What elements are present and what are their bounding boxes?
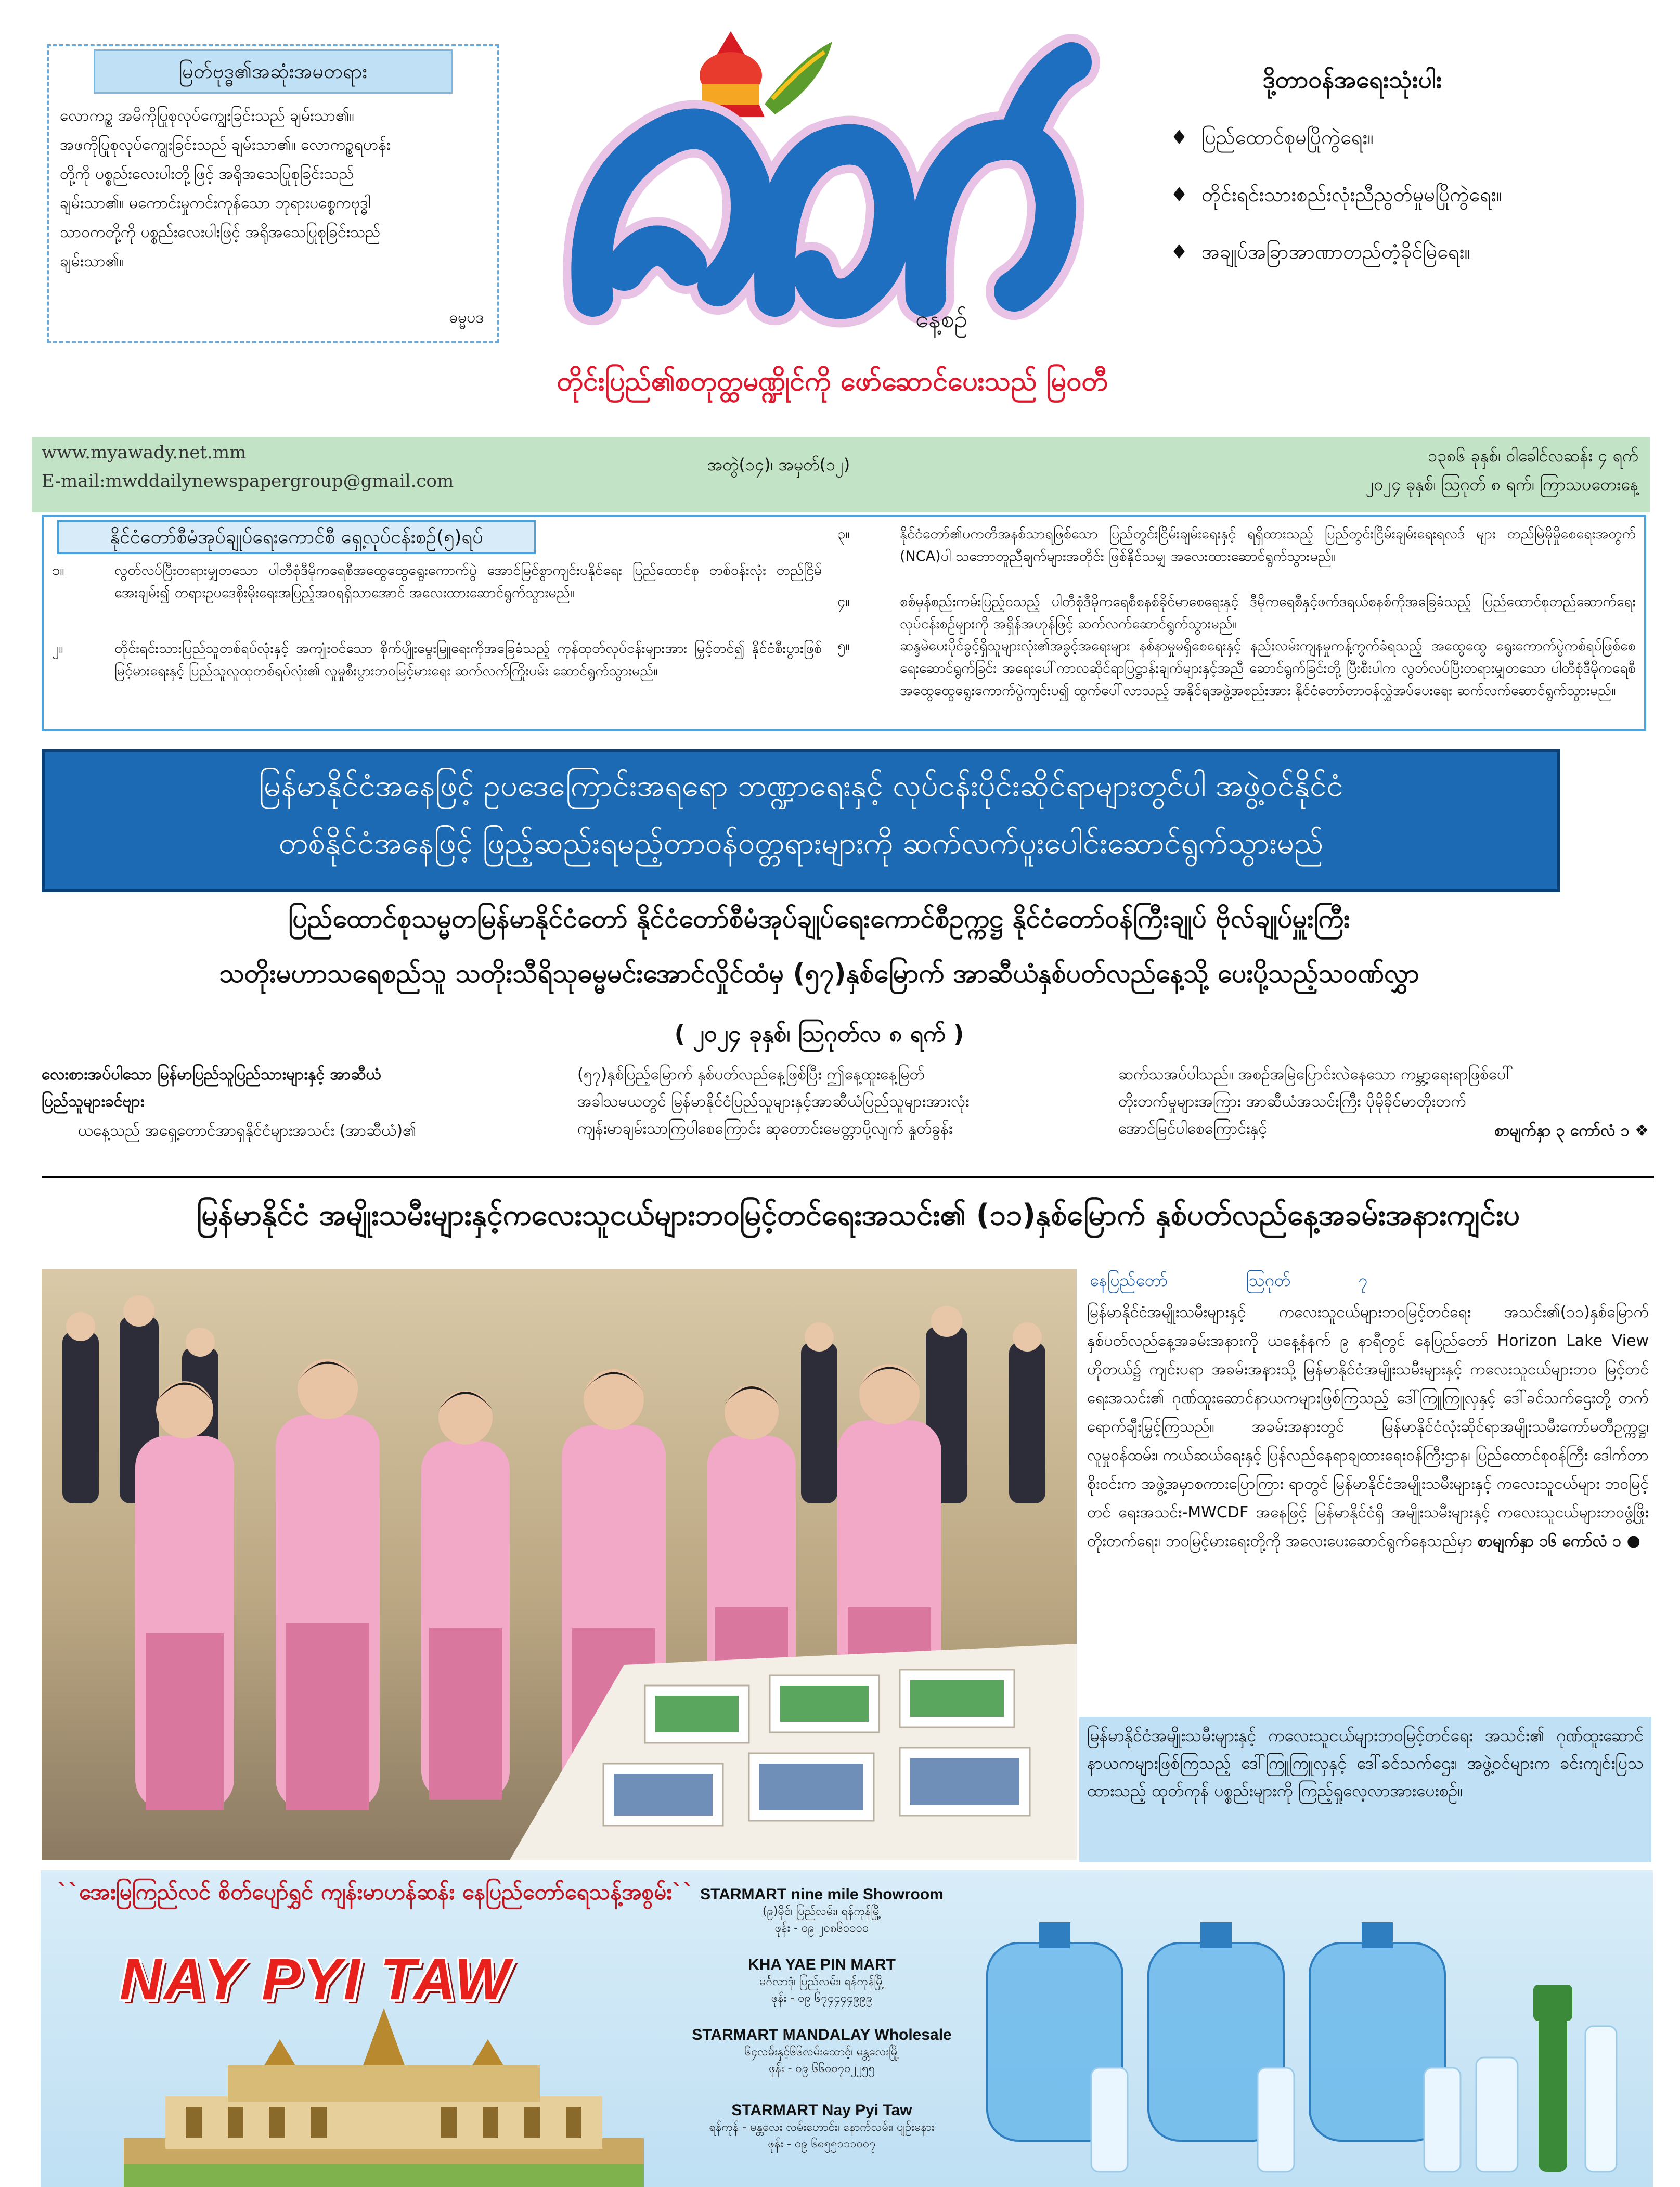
lead-subheadline-line2: သတိုးမဟာသရေစည်သူ သတိုးသီရိသုဓမ္မမင်းအောင်လှိုင်ထံမှ (၅၇)နှစ်မြောက် အာဆီယံနှစ်ပတ်လည်နေ့သို့ ပေးပို့သည့်သဝဏ်လွှာ	[219, 958, 1419, 988]
quote-line: ချမ်းသာ၏။ မကောင်းမှုကင်းကုန်သော ဘုရားပစ္စေကဗုဒ္ဓါ	[60, 194, 371, 212]
story-headline[interactable]: မြန်မာနိုင်ငံ အမျိုးသမီးများနှင့်ကလေးသူငယ်များဘဝမြင့်တင်ရေးအသင်း၏ (၁၁)နှစ်မြောက် နှစ်ပတ်လည်နေ့အခမ်းအနားကျင်းပ	[196, 1198, 1520, 1232]
lead-headline-line2[interactable]: တစ်နိုင်ငံအနေဖြင့် ဖြည့်ဆည်းရမည့်တာဝန်ဝတ္တရားများကို ဆက်လက်ပူးပေါင်းဆောင်ရွက်သွားမည်	[278, 825, 1324, 860]
photo-caption: မြန်မာနိုင်ငံအမျိုးသမီးများနှင့် ကလေးသူငယ်များဘဝမြင့်တင်ရေး အသင်း၏ ဂုဏ်ထူးဆောင်နာယကများဖြစ်ကြသည့် ဒေါ်ကြူကြူလှနှင့် ဒေါ်ခင်သက်ဌေး၊ အဖွဲ့ဝင်များက ခင်းကျင်းပြသထားသည့် ထုတ်ကုန် ပစ္စည်းများကို ကြည့်ရှုလေ့လာအားပေးစဉ်။	[1087, 1726, 1644, 1800]
website-link[interactable]: www.myawady.net.mm	[42, 442, 247, 463]
quote-line: လောကဥ္စ အမိကိုပြုစုလုပ်ကျွေးခြင်းသည် ချမ်းသာ၏။	[60, 107, 354, 125]
duty-item: ♦ တိုင်းရင်းသားစည်းလုံးညီညွတ်မှုမပြိုကွဲရေး။	[1170, 183, 1503, 206]
objective-item: ၅။ ဆန္ဒမဲပေးပိုင်ခွင့်ရှိသူများလုံး၏အခွင့်အရေးများ နစ်နာမှုမရှိစေရေးနှင့် နည်းလမ်းကျနမှုကန့်ကွက်ခံရသည့် အထွေထွေ ရွေးကောက်ပွဲကစ်ရပ်ဖြစ်စေရေးဆောင်ရွက်ခြင်း အရေးပေါ်ကာလဆိုင်ရာပြဋ္ဌာန်းချက်များနှင့်အညီ ဆောင်ရွက်ခြင်းတို့ ပြီးစီးပါက လွတ်လပ်ပြီးတရားမျှတသော ပါတီစုံဒီမိုကရေစီအထွေထွေရွေးကောက်ပွဲကျင်းပ၍ ထွက်ပေါ်လာသည့် အနိုင်ရအဖွဲ့အစည်းအား နိုင်ငံတော်တာဝန်လွှဲအပ်ပေးရေး ဆက်လက်ဆောင်ရွက်သွားမည်။	[837, 638, 1636, 699]
store-listing: STARMART nine mile Showroom (၉)မိုင်၊ ပြည်လမ်း၊ ရန်ကုန်မြို့ ဖုန်း - ၀၉ ၂၀၈၆၀၁၀၀	[700, 1886, 944, 1935]
lead-col2-text: (၅၇)နှစ်ပြည့်မြောက် နှစ်ပတ်လည်နေ့ဖြစ်ပြီး ဤနေ့ထူးနေ့မြတ် အခါသမယတွင် မြန်မာနိုင်ငံပြည်သူများနှင့်အာဆီယံပြည်သူများအားလုံး ကျန်းမာချမ်းသာကြပါစေကြောင်း ဆုတောင်းမေတ္တာပို့လျက် နှုတ်ခွန်း	[577, 1065, 970, 1138]
email-link[interactable]: E-mail:mwddailynewspapergroup@gmail.com	[42, 471, 454, 492]
quote-source: ဓမ္မပဒ	[449, 308, 484, 327]
store-listing: STARMART Nay Pyi Taw ရန်ကုန် - မန္တလေး လမ်းဟောင်း၊ နောက်လမ်း၊ ပျဉ်းမနား ဖုန်း - ၀၉ ၆၈၅၅၁၁၁၀၀၇	[709, 2102, 935, 2151]
quote-line: အဖကိုပြုစုလုပ်ကျွေးခြင်းသည် ချမ်းသာ၏။ လောကဥ္စရဟန်း	[60, 136, 391, 154]
water-bottles-icon	[977, 1901, 1653, 2187]
story-dateline: နေပြည်တော် ဩဂုတ် ၇	[1090, 1270, 1368, 1290]
parliament-building-icon	[124, 2008, 644, 2187]
objective-item: ၄။ စစ်မှန်စည်းကမ်းပြည့်ဝသည့် ပါတီစုံဒီမိုကရေစီစနစ်ခိုင်မာစေရေးနှင့် ဒီမိုကရေစီနှင့်ဖက်ဒရယ်စနစ်ကိုအခြေခံသည့် ပြည်ထောင်စုတည်ဆောက်ရေးလုပ်ငန်းစဉ်များကို အရှိန်အဟုန်ဖြင့် ဆက်လက်ဆောင်ရွက်သွားမည်။	[837, 594, 1636, 632]
objective-item: ၂။ တိုင်းရင်းသားပြည်သူတစ်ရပ်လုံးနှင့် အကျုံးဝင်သော စိုက်ပျိုးမွေးမြူရေးကိုအခြေခံသည့် ကုန်ထုတ်လုပ်ငန်းများအား မြှင့်တင်၍ နိုင်ငံစီးပွားဖြစ်မြင့်မားရေးနှင့် ပြည်သူလူထုတစ်ရပ်လုံး၏ လူမှုစီးပွားဘဝမြင့်မားရေး ဆက်လက်ကြိုးပမ်း ဆောင်ရွက်သွားမည်။	[52, 640, 822, 679]
quote-line: တို့ကို ပစ္စည်းလေးပါးတို့ဖြင့် အရိုအသေပြုစုခြင်းသည်	[60, 165, 354, 183]
duty-item: ♦ ပြည်ထောင်စုမပြိုကွဲရေး။	[1170, 126, 1374, 149]
masthead-subtitle: နေ့စဉ်	[915, 305, 968, 333]
store-listing: STARMART MANDALAY Wholesale ၆၄လမ်းနှင့်၆၆လမ်းထောင့်၊ မန္တလေးမြို့ ဖုန်း - ၀၉ ၆၆၀၀၇၀၂၂၅၅	[692, 2026, 952, 2075]
lead-subheadline-line1: ပြည်ထောင်စုသမ္မတမြန်မာနိုင်ငံတော် နိုင်ငံတော်စီမံအုပ်ချုပ်ရေးကောင်စီဥက္ကဋ္ဌ နိုင်ငံတော်ဝန်ကြီးချုပ် ဗိုလ်ချုပ်မှူးကြီး	[288, 904, 1350, 934]
lead-message-date: ( ၂၀၂၄ ခုနှစ်၊ ဩဂုတ်လ ၈ ရက် )	[674, 1021, 964, 1047]
duties-title: ဒို့တာဝန်အရေးသုံးပါး	[1262, 66, 1442, 94]
quote-line: သာဝကတို့ကို ပစ္စည်းလေးပါးဖြင့် အရိုအသေပြုစုခြင်းသည်	[60, 223, 381, 241]
gregorian-date: ၂၀၂၄ ခုနှစ်၊ ဩဂုတ် ၈ ရက်၊ ကြာသပတေးနေ့	[1365, 474, 1638, 494]
volume-number: အတွဲ(၁၄)၊ အမှတ်(၁၂)	[707, 455, 850, 474]
diamond-bullet-icon: ♦	[1170, 240, 1188, 263]
store-listing: KHA YAE PIN MART မင်္ဂလာဒုံ၊ ပြည်လမ်း၊ ရန်ကုန်မြို့ ဖုန်း - ၀၉ ၆၇၄၄၄၄၉၉၉	[748, 1956, 896, 2005]
myanmar-date: ၁၃၈၆ ခုနှစ်၊ ဝါခေါင်လဆန်း ၄ ရက်	[1428, 446, 1638, 466]
objective-item: ၃။ နိုင်ငံတော်၏ပကတိအနစ်သာရဖြစ်သော ပြည်တွင်းငြိမ်းချမ်းရေးနှင့် ရရှိထားသည့် ပြည်တွင်းငြိမ်းချမ်းရေးရလဒ် များ တည်မြဲမိုမှိုစေရေးအတွက် (NCA)ပါ သဘောတူညီချက်များအတိုင်း ဖြစ်နိုင်သမျှ အလေးထားဆောင်ရွက်သွားမည်။	[837, 526, 1636, 564]
quote-title: မြတ်ဗုဒ္ဓ၏အဆုံးအမတရား	[94, 49, 453, 94]
lead-col1-text: ယနေ့သည် အရှေ့တောင်အာရှနိုင်ငံများအသင်း (အာဆီယံ)၏	[78, 1122, 417, 1140]
quote-line: ချမ်းသာ၏။	[60, 252, 124, 271]
lead-col3-text: ဆက်သအပ်ပါသည်။ အစဉ်အမြဲပြောင်းလဲနေသော ကမ္ဘာ့ရေးရာဖြစ်ပေါ် တိုးတက်မှုများအကြား အာဆီယံအသင်းကြီး ပိုမိုခိုင်မာတိုးတက် အောင်မြင်ပါစေကြောင်းနှင့်	[1118, 1065, 1513, 1138]
diamond-bullet-icon: ♦	[1170, 183, 1188, 206]
duty-item: ♦ အချုပ်အခြာအာဏာတည်တံ့ခိုင်မြဲရေး။	[1170, 240, 1470, 263]
masthead-slogan: တိုင်းပြည်၏စတုတ္ထမဏ္ဍိုင်ကို ဖော်ဆောင်ပေးသည် မြဝတီ	[557, 366, 1108, 397]
lead-continued[interactable]: စာမျက်နှာ ၃ ကော်လံ ၁ ❖	[1494, 1122, 1649, 1140]
objective-item: ၁။ လွတ်လပ်ပြီးတရားမျှတသော ပါတီစုံဒီမိုကရေစီအထွေထွေရွေးကောက်ပွဲ အောင်မြင်စွာကျင်းပနိုင်ရေး ပြည်ထောင်စု တစ်ဝန်းလုံး တည်ငြိမ်အေးချမ်း၍ တရားဥပဒေစိုးမိုးရေးအပြည့်အဝရရှိသာအောင် အလေးထားဆောင်ရွက်သွားမည်။	[52, 562, 822, 601]
ad-tagline: ``အေးမြကြည်လင် စိတ်ပျော်ရွှင် ကျန်းမာဟန်ဆန်း နေပြည်တော်ရေသန့်အစွမ်း``	[57, 1879, 694, 1905]
objectives-title: နိုင်ငံတော်စီမံအုပ်ချုပ်ရေးကောင်စီ ရှေ့လုပ်ငန်းစဉ်(၅)ရပ်	[57, 520, 536, 554]
diamond-bullet-icon: ♦	[1170, 126, 1188, 149]
section-divider	[42, 1176, 1654, 1178]
ad-brand: NAY PYI TAW	[120, 1947, 512, 2012]
story-body: မြန်မာနိုင်ငံအမျိုးသမီးများနှင့် ကလေးသူငယ်များဘဝမြင့်တင်ရေး အသင်း၏(၁၁)နှစ်မြောက် နှစ်ပတ်လည်နေ့အခမ်းအနားကို ယနေ့နံနက် ၉ နာရီတွင် နေပြည်တော် Horizon Lake View ဟိုတယ်၌ ကျင်းပရာ အခမ်းအနားသို့ မြန်မာနိုင်ငံအမျိုးသမီးများနှင့် ကလေးသူငယ်များဘဝ မြင့်တင်ရေးအသင်း၏ ဂုဏ်ထူးဆောင်နာယကများဖြစ်ကြသည့် ဒေါ်ကြူကြူလှနှင့် ဒေါ်ခင်သက်ဌေးတို့ တက်ရောက်ချီးမြှင့်ကြသည်။ အခမ်းအနားတွင် မြန်မာနိုင်ငံလုံးဆိုင်ရာအမျိုးသမီးကော်မတီဥက္ကဋ္ဌ၊ လူမှုဝန်ထမ်း၊ ကယ်ဆယ်ရေးနှင့် ပြန်လည်နေရာချထားရေးဝန်ကြီးဌာန၊ ပြည်ထောင်စုဝန်ကြီး ဒေါက်တာစိုးဝင်းက အဖွဲ့အမှာစကားပြောကြား ရာတွင် မြန်မာနိုင်ငံအမျိုးသမီးများနှင့် ကလေးသူငယ်များ ဘဝမြင့်တင် ရေးအသင်း-MWCDF အနေဖြင့် မြန်မာနိုင်ငံရှိ အမျိုးသမီးများနှင့် ကလေးသူငယ်များဘဝဖွံ့ဖြိုးတိုးတက်ရေး၊ ဘဝမြင့်မားရေးတို့ကို အလေးပေးဆောင်ရွက်နေသည်မှာ စာမျက်နှာ ၁၆ ကော်လံ ၁ ●	[1087, 1303, 1649, 1550]
story-photo	[42, 1269, 1077, 1860]
lead-col1-heading: လေးစားအပ်ပါသော မြန်မာပြည်သူပြည်သားများနှင့် အာဆီယံ ပြည်သူများခင်ဗျား	[42, 1065, 381, 1111]
story-continued[interactable]: စာမျက်နှာ ၁၆ ကော်လံ ၁ ●	[1477, 1532, 1640, 1550]
wordmark	[591, 62, 1071, 299]
quote-body	[60, 101, 486, 276]
lead-headline-line1[interactable]: မြန်မာနိုင်ငံအနေဖြင့် ဥပဒေကြောင်းအရရော ဘဏ္ဍာရေးနှင့် လုပ်ငန်းပိုင်းဆိုင်ရာများတွင်ပါ အဖွဲ့ဝင်နိုင်ငံ	[259, 768, 1343, 803]
